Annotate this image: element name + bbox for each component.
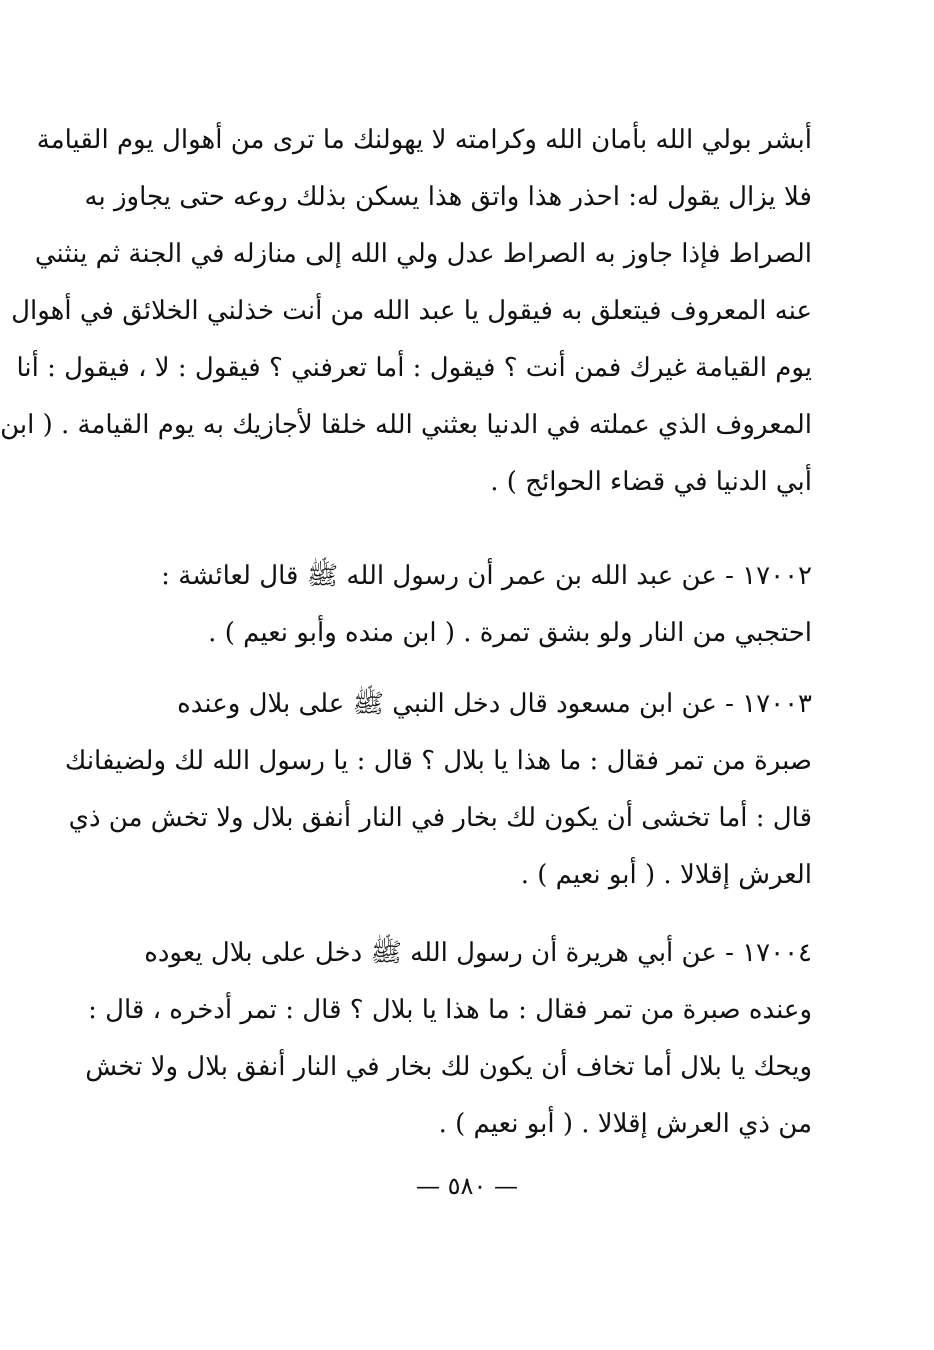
- text-line: فلا يزال يقول له: احذر هذا واتق هذا يسكن بذلك روعه حتى يجاوز به: [84, 182, 812, 212]
- hadith-17003: [64, 676, 812, 904]
- hadith-17002: [100, 548, 812, 662]
- text-line: من ذي العرش إقلالا . ( أبو نعيم ) .: [438, 1109, 812, 1139]
- text-line: احتجبي من النار ولو بشق تمرة . ( ابن منده وأبو نعيم ) .: [208, 618, 812, 648]
- text-line: ١٧٠٠٤ - عن أبي هريرة أن رسول الله ﷺ دخل على بلال يعوده: [144, 938, 812, 968]
- text-line: ويحك يا بلال أما تخاف أن يكون لك بخار في النار أنفق بلال ولا تخش: [85, 1052, 812, 1082]
- paragraph-continuation: [0, 112, 812, 511]
- text-line: صبرة من تمر فقال : ما هذا يا بلال ؟ قال : يا رسول الله لك ولضيفانك: [64, 746, 812, 776]
- text-line: قال : أما تخشى أن يكون لك بخار في النار أنفق بلال ولا تخش من ذي: [68, 803, 812, 833]
- text-line: العرش إقلالا . ( أبو نعيم ) .: [520, 860, 812, 890]
- text-line: أبي الدنيا في قضاء الحوائج ) .: [490, 467, 812, 497]
- text-line: يوم القيامة غيرك فمن أنت ؟ فيقول : أما تعرفني ؟ فيقول : لا ، فيقول : أنا: [16, 353, 812, 383]
- text-line: وعنده صبرة من تمر فقال : ما هذا يا بلال ؟ قال : تمر أدخره ، قال :: [88, 995, 812, 1025]
- text-line: عنه المعروف فيتعلق به فيقول يا عبد الله من أنت خذلني الخلائق في أهوال: [11, 296, 812, 326]
- page-number: — ٥٨٠ —: [416, 1172, 518, 1200]
- text-line: ١٧٠٠٣ - عن ابن مسعود قال دخل النبي ﷺ على بلال وعنده: [177, 689, 812, 719]
- text-line: أبشر بولي الله بأمان الله وكرامته لا يهولنك ما ترى من أهوال يوم القيامة: [36, 125, 812, 155]
- text-line: الصراط فإذا جاوز به الصراط عدل ولي الله إلى منازله في الجنة ثم ينثني: [34, 239, 812, 269]
- text-line: ١٧٠٠٢ - عن عبد الله بن عمر أن رسول الله ﷺ قال لعائشة :: [161, 561, 812, 591]
- text-line: المعروف الذي عملته في الدنيا بعثني الله خلقا لأجازيك به يوم القيامة . ( ابن: [0, 410, 812, 440]
- hadith-17004: [85, 925, 812, 1153]
